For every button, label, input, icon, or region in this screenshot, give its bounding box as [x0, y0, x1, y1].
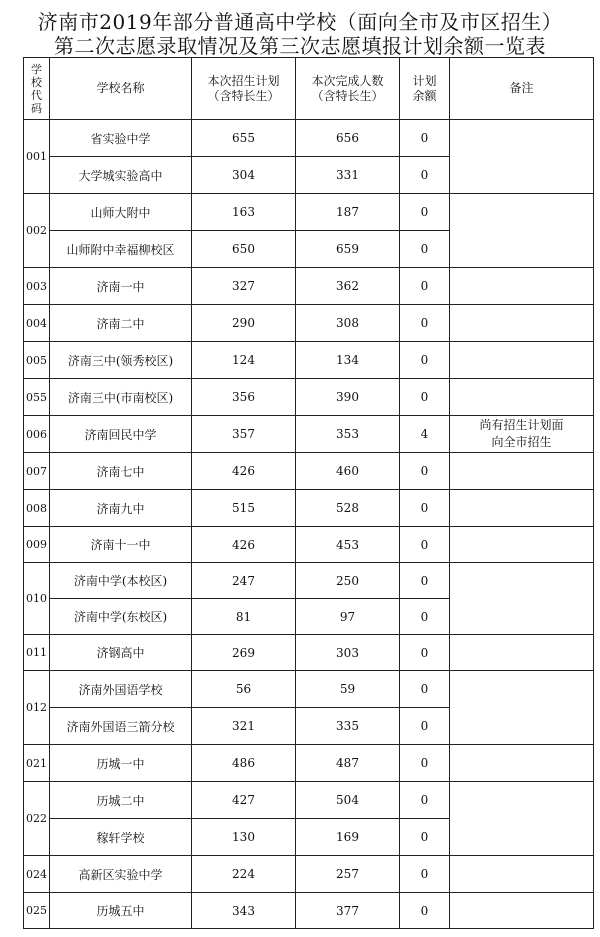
- school-name: 济钢高中: [50, 635, 192, 671]
- completed-count: 335: [296, 708, 400, 745]
- completed-count: 377: [296, 893, 400, 929]
- completed-count: 308: [296, 305, 400, 342]
- title-line-2: 第二次志愿录取情况及第三次志愿填报计划余额一览表: [54, 34, 546, 58]
- header-code: 学校代码: [24, 58, 50, 120]
- table-row: [24, 342, 594, 379]
- plan-count: 130: [192, 819, 296, 856]
- completed-count: 362: [296, 268, 400, 305]
- plan-count: 515: [192, 490, 296, 527]
- remark-cell: [450, 635, 594, 671]
- remark-cell: [450, 671, 594, 745]
- school-name: 大学城实验高中: [50, 157, 192, 194]
- remaining-count: 0: [400, 490, 450, 527]
- remaining-count: 0: [400, 635, 450, 671]
- school-code: 002: [24, 194, 50, 268]
- school-name: 稼轩学校: [50, 819, 192, 856]
- school-code: 007: [24, 453, 50, 490]
- table-row: [24, 782, 594, 819]
- table-row: [24, 379, 594, 416]
- school-name: 济南中学(本校区): [50, 563, 192, 599]
- completed-count: 331: [296, 157, 400, 194]
- plan-count: 426: [192, 527, 296, 563]
- table-row: [24, 671, 594, 708]
- remaining-count: 0: [400, 268, 450, 305]
- completed-count: 460: [296, 453, 400, 490]
- remaining-count: 0: [400, 599, 450, 635]
- school-code: 024: [24, 856, 50, 893]
- school-name: 济南三中(市南校区): [50, 379, 192, 416]
- remaining-count: 0: [400, 819, 450, 856]
- title-line-1: 济南市2019年部分普通高中学校（面向全市及市区招生）: [37, 10, 563, 34]
- school-name: 历城一中: [50, 745, 192, 782]
- remark-cell: [450, 745, 594, 782]
- plan-count: 486: [192, 745, 296, 782]
- school-name: 山师大附中: [50, 194, 192, 231]
- remark-cell: [450, 453, 594, 490]
- remark-cell: [450, 194, 594, 268]
- school-code: 004: [24, 305, 50, 342]
- school-code: 005: [24, 342, 50, 379]
- completed-count: 353: [296, 416, 400, 453]
- completed-count: 134: [296, 342, 400, 379]
- plan-count: 357: [192, 416, 296, 453]
- school-name: 历城二中: [50, 782, 192, 819]
- school-name: 济南外国语三箭分校: [50, 708, 192, 745]
- header-completed: 本次完成人数（含特长生）: [296, 58, 400, 120]
- remaining-count: 0: [400, 708, 450, 745]
- plan-count: 124: [192, 342, 296, 379]
- school-code: 055: [24, 379, 50, 416]
- table-row: [24, 745, 594, 782]
- completed-count: 187: [296, 194, 400, 231]
- completed-count: 303: [296, 635, 400, 671]
- plan-count: 224: [192, 856, 296, 893]
- completed-count: 656: [296, 120, 400, 157]
- remark-cell: [450, 120, 594, 194]
- remaining-count: 0: [400, 157, 450, 194]
- school-name: 济南一中: [50, 268, 192, 305]
- table-row: [24, 856, 594, 893]
- school-name: 济南二中: [50, 305, 192, 342]
- plan-count: 343: [192, 893, 296, 929]
- remark-cell: [450, 527, 594, 563]
- remark-cell: [450, 379, 594, 416]
- table-row: [24, 453, 594, 490]
- table-row: [24, 527, 594, 563]
- plan-count: 650: [192, 231, 296, 268]
- school-name: 历城五中: [50, 893, 192, 929]
- table-row: [24, 120, 594, 157]
- plan-count: 427: [192, 782, 296, 819]
- school-name: 山师附中幸福柳校区: [50, 231, 192, 268]
- completed-count: 487: [296, 745, 400, 782]
- completed-count: 59: [296, 671, 400, 708]
- school-code: 025: [24, 893, 50, 929]
- table-row: [24, 563, 594, 599]
- remark-cell: [450, 782, 594, 856]
- completed-count: 97: [296, 599, 400, 635]
- remaining-count: 0: [400, 782, 450, 819]
- school-code: 012: [24, 671, 50, 745]
- remaining-count: 0: [400, 120, 450, 157]
- remaining-count: 0: [400, 745, 450, 782]
- table-row: [24, 893, 594, 929]
- remaining-count: 0: [400, 194, 450, 231]
- remark-cell: [450, 268, 594, 305]
- completed-count: 528: [296, 490, 400, 527]
- school-code: 010: [24, 563, 50, 635]
- plan-count: 56: [192, 671, 296, 708]
- plan-count: 269: [192, 635, 296, 671]
- remaining-count: 0: [400, 563, 450, 599]
- school-name: 济南回民中学: [50, 416, 192, 453]
- completed-count: 169: [296, 819, 400, 856]
- remark-cell: [450, 490, 594, 527]
- completed-count: 453: [296, 527, 400, 563]
- header-remark: 备注: [450, 58, 594, 120]
- completed-count: 504: [296, 782, 400, 819]
- remark-cell: [450, 305, 594, 342]
- table-row: [24, 490, 594, 527]
- header-name: 学校名称: [50, 58, 192, 120]
- remark-cell: [450, 342, 594, 379]
- completed-count: 257: [296, 856, 400, 893]
- remaining-count: 0: [400, 893, 450, 929]
- plan-count: 247: [192, 563, 296, 599]
- plan-count: 304: [192, 157, 296, 194]
- remaining-count: 0: [400, 453, 450, 490]
- school-code: 011: [24, 635, 50, 671]
- header-remaining: 计划余额: [400, 58, 450, 120]
- plan-count: 321: [192, 708, 296, 745]
- plan-count: 290: [192, 305, 296, 342]
- school-name: 济南中学(东校区): [50, 599, 192, 635]
- remaining-count: 0: [400, 231, 450, 268]
- plan-count: 327: [192, 268, 296, 305]
- school-code: 006: [24, 416, 50, 453]
- table-row: [24, 194, 594, 231]
- school-code: 009: [24, 527, 50, 563]
- remaining-count: 0: [400, 342, 450, 379]
- remaining-count: 0: [400, 671, 450, 708]
- school-code: 003: [24, 268, 50, 305]
- remaining-count: 0: [400, 379, 450, 416]
- school-code: 008: [24, 490, 50, 527]
- plan-count: 81: [192, 599, 296, 635]
- remark-cell: [450, 856, 594, 893]
- remaining-count: 0: [400, 305, 450, 342]
- allocation-table: [23, 57, 594, 929]
- school-code: 001: [24, 120, 50, 194]
- table-row: [24, 268, 594, 305]
- table-row: [24, 416, 594, 453]
- remaining-count: 4: [400, 416, 450, 453]
- remark-cell: [450, 563, 594, 635]
- completed-count: 390: [296, 379, 400, 416]
- school-name: 济南九中: [50, 490, 192, 527]
- school-name: 高新区实验中学: [50, 856, 192, 893]
- plan-count: 356: [192, 379, 296, 416]
- school-code: 021: [24, 745, 50, 782]
- completed-count: 250: [296, 563, 400, 599]
- completed-count: 659: [296, 231, 400, 268]
- plan-count: 655: [192, 120, 296, 157]
- remark-cell: [450, 893, 594, 929]
- school-code: 022: [24, 782, 50, 856]
- school-name: 省实验中学: [50, 120, 192, 157]
- plan-count: 163: [192, 194, 296, 231]
- header-row: [24, 58, 594, 120]
- remark-cell: 尚有招生计划面向全市招生: [450, 416, 594, 453]
- remaining-count: 0: [400, 856, 450, 893]
- plan-count: 426: [192, 453, 296, 490]
- table-row: [24, 635, 594, 671]
- school-name: 济南七中: [50, 453, 192, 490]
- school-name: 济南十一中: [50, 527, 192, 563]
- school-name: 济南三中(领秀校区): [50, 342, 192, 379]
- table-row: [24, 305, 594, 342]
- school-name: 济南外国语学校: [50, 671, 192, 708]
- header-plan: 本次招生计划（含特长生）: [192, 58, 296, 120]
- remaining-count: 0: [400, 527, 450, 563]
